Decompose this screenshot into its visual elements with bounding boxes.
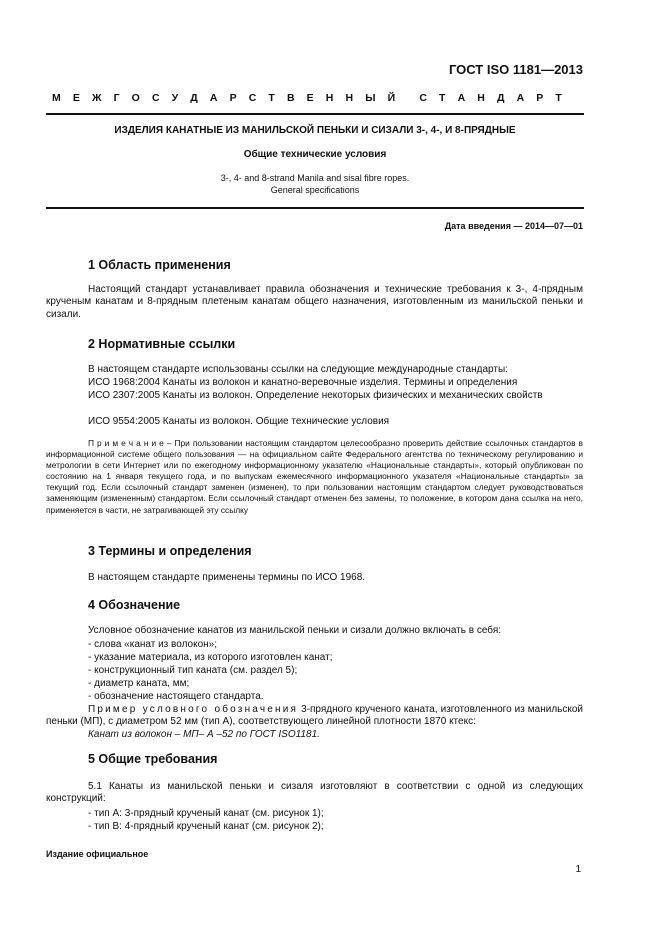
example-designation-code: Канат из волокон – МП– А –52 по ГОСТ ISO1181. — [88, 729, 320, 740]
list-item: - указание материала, из которого изготовлен канат; — [88, 652, 333, 663]
banner-letter: Н — [345, 92, 354, 104]
title-divider — [46, 207, 584, 209]
section-2-intro: В настоящем стандарте использованы ссылки на следующие международные стандарты: — [88, 364, 508, 375]
banner-letter: А — [209, 92, 218, 104]
banner-letter: Е — [306, 92, 314, 104]
banner-letter: Т — [439, 92, 446, 104]
banner-letter: Н — [325, 92, 334, 104]
designation-example: Пример условного обозначения 3-прядного крученого каната, изготовленного из манильской пеньки (МП), с диаметром 52 мм (тип А), соответствующего линейной плотности 1870 ктекс: — [46, 704, 584, 728]
banner-letter: С — [248, 92, 257, 104]
list-item: - обозначение настоящего стандарта. — [88, 691, 264, 702]
section-4-heading: 4 Обозначение — [88, 598, 181, 612]
banner-letter: С — [419, 92, 427, 104]
english-title-line1: 3-, 4- and 8-strand Manila and sisal fibre ropes. — [220, 173, 410, 183]
banner-letter: Р — [536, 92, 544, 104]
page-number: 1 — [575, 864, 581, 875]
section-1-heading: 1 Область применения — [88, 258, 231, 272]
banner-letter: М — [52, 92, 61, 104]
example-label: Пример условного обозначения — [88, 704, 299, 715]
section-5-heading: 5 Общие требования — [88, 752, 218, 766]
banner-letter: Ы — [365, 92, 376, 104]
banner-letter: Ж — [91, 92, 102, 104]
interstate-standard-banner — [52, 92, 562, 104]
list-item: - слова «канат из волокон»; — [88, 639, 218, 650]
standard-code: ГОСТ ISO 1181—2013 — [448, 62, 583, 77]
official-edition-label: Издание официальное — [46, 849, 149, 859]
section-2-heading: 2 Нормативные ссылки — [88, 337, 236, 351]
list-item: - диаметр каната, мм; — [88, 678, 190, 689]
section-3-text: В настоящем стандарте применены термины по ИСО 1968. — [88, 572, 366, 583]
banner-letter: А — [516, 92, 525, 104]
banner-letter: Е — [72, 92, 80, 104]
note-label: П р и м е ч а н и е — [88, 438, 164, 448]
section-5-text: 5.1 Канаты из манильской пеньки и сизаля изготовляют в соответствии с одной из следующих конструкций: — [46, 781, 583, 805]
document-subtitle: Общие технические условия — [243, 149, 387, 160]
banner-letter: Д — [496, 92, 505, 104]
top-divider — [46, 113, 584, 115]
banner-letter: У — [171, 92, 179, 104]
reference-item: ИСО 1968:2004 Канаты из волокон и канатно-веревочные изделия. Термины и определения — [88, 377, 518, 388]
list-item: - тип А: 3-прядный крученый канат (см. рисунок 1); — [88, 808, 324, 819]
banner-letter: Г — [113, 92, 120, 104]
banner-letter: Т — [555, 92, 562, 104]
banner-letter: Д — [190, 92, 198, 104]
banner-letter: Й — [387, 92, 396, 104]
banner-letter: А — [457, 92, 466, 104]
banner-letter: Р — [229, 92, 237, 104]
reference-item: ИСО 9554:2005 Канаты из волокон. Общие технические условия — [88, 416, 390, 427]
banner-letter: Т — [268, 92, 275, 104]
section-4-intro: Условное обозначение канатов из манильской пеньки и сизали должно включать в себя: — [88, 625, 502, 636]
list-item: - конструкционный тип каната (см. раздел 5); — [88, 665, 298, 676]
reference-item: ИСО 2307:2005 Канаты из волокон. Определение некоторых физических и механических свойств — [88, 390, 543, 401]
document-title: ИЗДЕЛИЯ КАНАТНЫЕ ИЗ МАНИЛЬСКОЙ ПЕНЬКИ И СИЗАЛИ 3-, 4-, И 8-ПРЯДНЫЕ — [114, 125, 516, 136]
banner-letter: О — [131, 92, 140, 104]
section-1-text: Настоящий стандарт устанавливает правила обозначения и технические требования к 3-, 4-прядным крученым канатам и 8-прядным плетеным канатам общего назначения, изготовленным из манильской пеньки и сизали. — [46, 284, 583, 320]
section-3-heading: 3 Термины и определения — [88, 544, 252, 558]
intro-date: Дата введения — 2014—07—01 — [444, 221, 583, 231]
banner-letter: С — [151, 92, 160, 104]
english-title-line2: General specifications — [270, 185, 360, 195]
banner-letter: Н — [477, 92, 485, 104]
banner-letter: В — [286, 92, 295, 104]
section-2-note: П р и м е ч а н и е – При пользовании настоящим стандартом целесообразно проверить действие ссылочных стандартов в информационной системе общего пользования — на официальном сайте Федерального агентства по техническому регулированию и метрологии в сети Интернет или по ежегодному информационному указателю «Национальные стандарты», который опубликован по состоянию на 1 января текущего года, и по выпускам ежемесячного информационного указателя «Национальные стандарты» за текущий год. Если ссылочный стандарт заменен (изменен), то при пользовании настоящим стандартом следует руководствоваться заменяющим (измененным) стандартом. Если ссылочный стандарт отменен без замены, то положение, в котором дана ссылка на него, применяется в части, не затрагивающей эту ссылку — [46, 438, 583, 515]
list-item: - тип В: 4-прядный крученый канат (см. рисунок 2); — [88, 821, 324, 832]
